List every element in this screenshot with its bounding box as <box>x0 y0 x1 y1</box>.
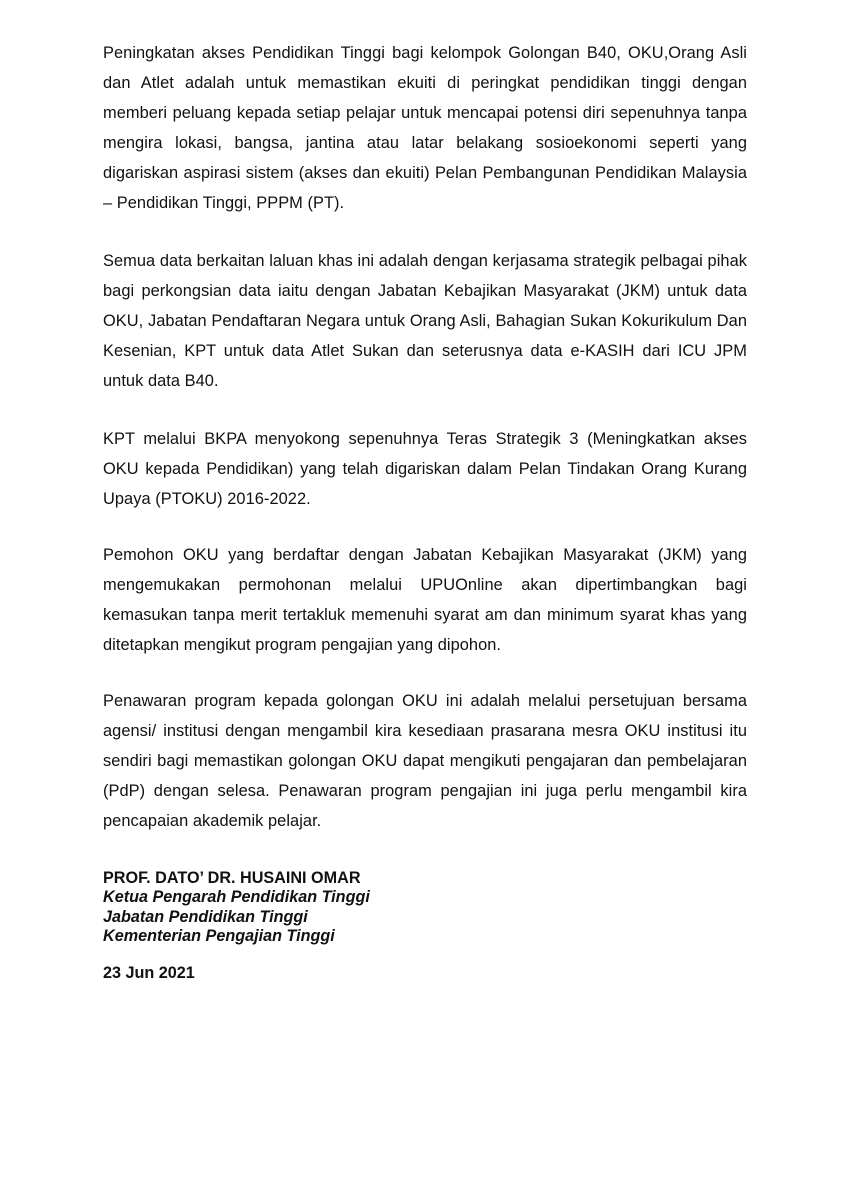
paragraph-oku-applicants: Pemohon OKU yang berdaftar dengan Jabatan Kebajikan Masyarakat (JKM) yang mengemukakan permohonan melalui UPUOnline akan dipertimbangkan bagi kemasukan tanpa merit tertakluk memenuhi syarat am dan minimum syarat khas yang ditetapkan mengikut program pengajian yang dipohon. <box>103 546 747 655</box>
paragraph-access-equity: Peningkatan akses Pendidikan Tinggi bagi kelompok Golongan B40, OKU,Orang Asli dan Atlet adalah untuk memastikan ekuiti di peringkat pendidikan tinggi dengan memberi peluang kepada setiap pelajar untuk mencapai potensi diri sepenuhnya tanpa mengira lokasi, bangsa, jantina atau latar belakang sosioekonomi seperti yang digariskan aspirasi sistem (akses dan ekuiti) Pelan Pembangunan Pendidikan Malaysia – Pendidikan Tinggi, PPPM (PT). <box>103 44 747 213</box>
paragraph-data-sharing: Semua data berkaitan laluan khas ini adalah dengan kerjasama strategik pelbagai pihak bagi perkongsian data iaitu dengan Jabatan Kebajikan Masyarakat (JKM) untuk data OKU, Jabatan Pendaftaran Negara untuk Orang Asli, Bahagian Sukan Kokurikulum Dan Kesenian, KPT untuk data Atlet Sukan dan seterusnya data e-KASIH dari ICU JPM untuk data B40. <box>103 252 747 391</box>
signatory-ministry: Kementerian Pengajian Tinggi <box>103 926 335 945</box>
signatory-department: Jabatan Pendidikan Tinggi <box>103 907 308 926</box>
paragraph-program-offering: Penawaran program kepada golongan OKU ini adalah melalui persetujuan bersama agensi/ institusi dengan mengambil kira kesediaan prasarana mesra OKU institusi itu sendiri bagi memastikan golongan OKU dapat mengikuti pengajaran dan pembelajaran (PdP) dengan selesa. Penawaran program pengajian ini juga perlu mengambil kira pencapaian akademik pelajar. <box>103 692 747 831</box>
signatory-title: Ketua Pengarah Pendidikan Tinggi <box>103 888 370 907</box>
paragraph-strategic-thrust: KPT melalui BKPA menyokong sepenuhnya Teras Strategik 3 (Meningkatkan akses OKU kepada Pendidikan) yang telah digariskan dalam Pelan Tindakan Orang Kurang Upaya (PTOKU) 2016-2022. <box>103 430 747 509</box>
signatory-name: PROF. DATO’ DR. HUSAINI OMAR <box>103 869 361 887</box>
signature-block <box>103 869 603 946</box>
document-date: 23 Jun 2021 <box>103 964 195 982</box>
